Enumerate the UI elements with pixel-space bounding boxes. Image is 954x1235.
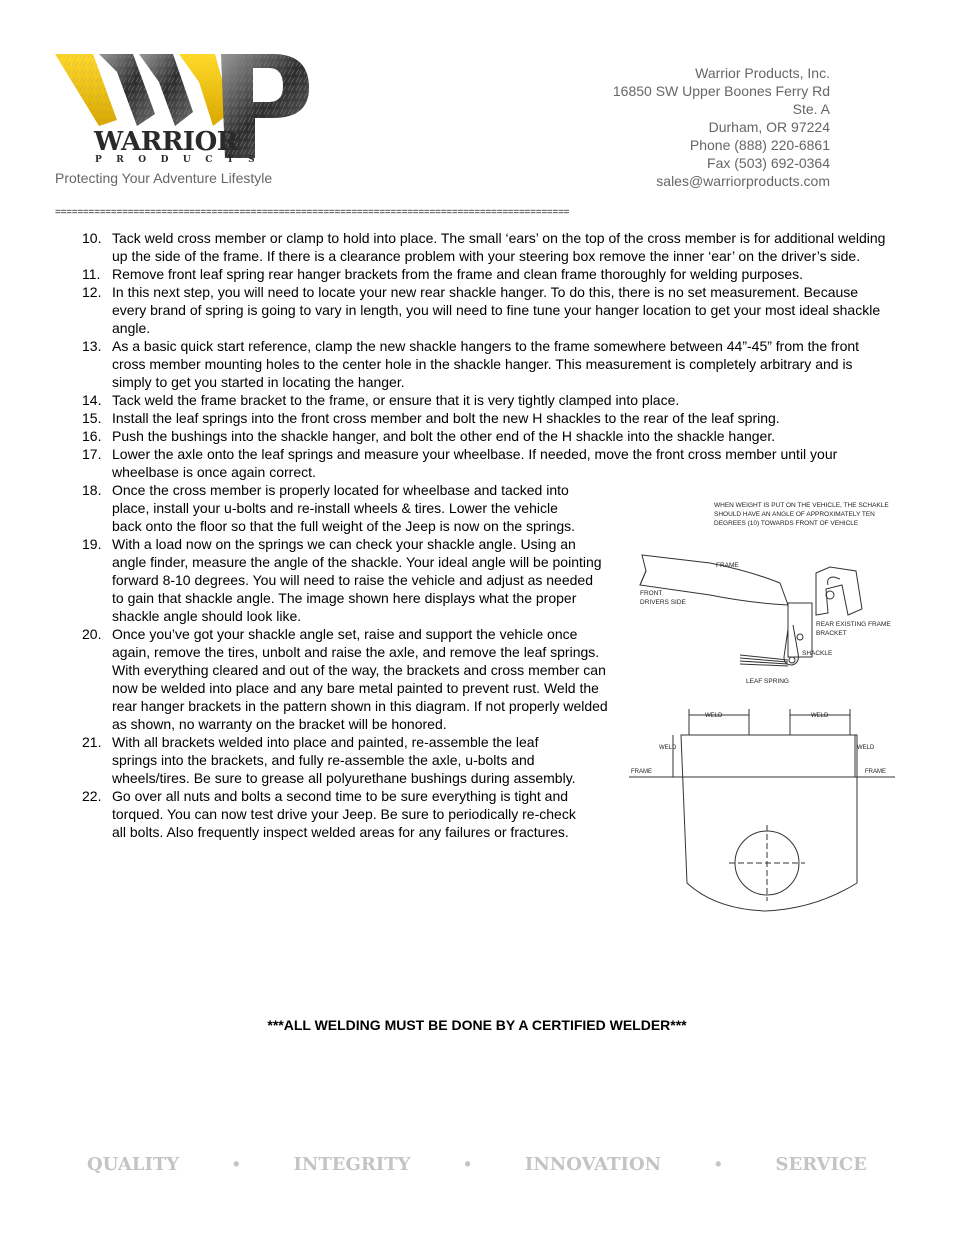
leaf-spring — [740, 655, 788, 666]
bracket-label-line-1: REAR EXISTING FRAME — [816, 621, 891, 628]
step-text: Once the cross member is properly located for wheelbase and tacked into place, install your u-bolts and re-install wheels & tires. Lower the vehicle back onto the floor so that the full weight of the Jeep is now on the springs. — [112, 482, 576, 534]
list-item — [82, 409, 888, 427]
frame-label: FRAME — [716, 562, 739, 569]
email-address: sales@warriorproducts.com — [656, 173, 830, 189]
list-item — [82, 283, 888, 337]
step-text: Lower the axle onto the leaf springs and measure your wheelbase. If needed, move the front cross member until your wheelbase is once again correct. — [112, 446, 838, 480]
footer-values — [87, 1154, 867, 1175]
step-number: 20. — [82, 626, 102, 642]
company-address — [613, 64, 830, 190]
step-number: 16. — [82, 428, 102, 444]
step-text: Once you’ve got your shackle angle set, raise and support the vehicle once again, remove the tires, unbolt and raise the axle, and remove the leaf springs. With everything cleared and out of the way, the brackets and cross member can now be welded into place and any bare metal painted to prevent rust. Weld the rear hanger brackets in the pattern shown in this diagram. If not properly welded as shown, no warranty on the bracket will be honored. — [112, 626, 608, 732]
list-item — [82, 391, 888, 409]
step-text: In this next step, you will need to locate your new rear shackle hanger. To do this, there is no set measurement. Because every brand of spring is going to vary in length, you will need to fine tune your hanger location to get your most ideal shackle angle. — [112, 284, 881, 336]
phone-number: Phone (888) 220-6861 — [689, 137, 830, 153]
list-item — [82, 229, 888, 265]
bracket-label-line-2: BRACKET — [816, 630, 847, 637]
weld-pattern-diagram — [625, 705, 900, 917]
step-text: As a basic quick start reference, clamp the new shackle hangers to the frame somewhere between 44”-45” from the front cross member mounting holes to the center hole in the shackle hanger. This measurement is completely arbitrary and is simply to get you started in locating the hanger. — [112, 338, 860, 390]
hanger-plate — [788, 603, 812, 657]
logo-text: WARRIOR — [94, 127, 238, 157]
footer-separator: • — [464, 1154, 471, 1174]
separator-rule: ============================================================================================ — [55, 207, 570, 218]
diagram-note-line-3: DEGREES (10) TOWARDS FRONT OF VEHICLE — [714, 520, 859, 527]
company-tagline: Protecting Your Adventure Lifestyle — [55, 170, 273, 186]
footer-value-innovation: INNOVATION — [524, 1154, 662, 1175]
footer-separator: • — [715, 1154, 722, 1174]
step-text: With all brackets welded into place and painted, re-assemble the leaf springs into the brackets, and fully re-assemble the axle, u-bolts and wheels/tires. Be sure to grease all polyurethane bushings during assembly. — [112, 734, 576, 786]
step-number: 19. — [82, 536, 102, 552]
footer-value-integrity: INTEGRITY — [293, 1154, 411, 1175]
weld-label-top-left: WELD — [705, 713, 723, 719]
shackle — [784, 625, 798, 665]
footer-value-quality: QUALITY — [87, 1154, 180, 1175]
step-number: 21. — [82, 734, 102, 750]
list-item — [82, 427, 888, 445]
footer-value-service: SERVICE — [775, 1154, 867, 1175]
shackle-angle-diagram — [630, 495, 900, 695]
welding-notice: ***ALL WELDING MUST BE DONE BY A CERTIFIED WELDER*** — [267, 1017, 687, 1033]
step-text: Remove front leaf spring rear hanger brackets from the frame and clean frame thoroughly for welding purposes. — [112, 266, 804, 282]
step-text: Install the leaf springs into the front cross member and bolt the new H shackles to the rear of the leaf spring. — [112, 410, 780, 426]
step-number: 18. — [82, 482, 102, 498]
city-state-zip: Durham, OR 97224 — [708, 119, 830, 135]
frame-label-left: FRAME — [631, 769, 652, 775]
footer-separator: • — [233, 1154, 240, 1174]
step-text: Push the bushings into the shackle hanger, and bolt the other end of the H shackle into the shackle hanger. — [112, 428, 776, 444]
step-number: 15. — [82, 410, 102, 426]
step-number: 11. — [82, 266, 101, 282]
step-number: 17. — [82, 446, 102, 462]
step-text: Go over all nuts and bolts a second time to be sure everything is tight and torqued. You can now test drive your Jeep. Be sure to periodically re-check all bolts. Also frequently inspect welded areas for any failures or fractures. — [112, 788, 576, 840]
diagram-note-line-2: SHOULD HAVE AN ANGLE OF APPROXIMATELY TEN — [714, 511, 875, 518]
fax-number: Fax (503) 692-0364 — [707, 155, 830, 171]
step-text: With a load now on the springs we can check your shackle angle. Using an angle finder, measure the angle of the shackle. Your ideal angle will be pointing forward 8-10 degrees. You will need to raise the vehicle and adjust as needed to gain that shackle angle. The image shown here displays what the proper shackle angle should look like. — [112, 536, 602, 624]
logo-subtext: PRODUCTS — [95, 155, 270, 164]
drivers-side-label: DRIVERS SIDE — [640, 599, 686, 606]
step-text: Tack weld the frame bracket to the frame, or ensure that it is very tightly clamped into place. — [112, 392, 680, 408]
diagram-note-line-1: WHEN WEIGHT IS PUT ON THE VEHICLE, THE SCHAKLE — [714, 502, 889, 509]
step-number: 10. — [82, 230, 102, 246]
list-item — [82, 337, 888, 391]
list-item — [82, 265, 888, 283]
step-number: 13. — [82, 338, 102, 354]
company-name: Warrior Products, Inc. — [695, 65, 830, 81]
step-number: 14. — [82, 392, 102, 408]
step-number: 22. — [82, 788, 102, 804]
list-item — [82, 445, 888, 481]
front-label: FRONT — [640, 590, 663, 597]
shackle-label: SHACKLE — [802, 650, 833, 657]
frame-bracket — [816, 567, 862, 615]
street-address: 16850 SW Upper Boones Ferry Rd — [612, 83, 830, 99]
bracket-outline — [681, 735, 857, 911]
weld-label-side-left: WELD — [659, 745, 677, 751]
suite: Ste. A — [792, 101, 830, 117]
warrior-products-logo — [55, 52, 313, 164]
leaf-spring-label: LEAF SPRING — [746, 678, 789, 685]
step-text: Tack weld cross member or clamp to hold into place. The small ‘ears’ on the top of the cross member is for additional welding up the side of the frame. If there is a clearance problem with your steering box remove the inner ‘ear’ on the driver’s side. — [112, 230, 886, 264]
step-number: 12. — [82, 284, 102, 300]
frame-label-right: FRAME — [865, 769, 886, 775]
weld-label-side-right: WELD — [857, 745, 875, 751]
weld-label-top-right: WELD — [811, 713, 829, 719]
frame-rail — [640, 555, 788, 605]
